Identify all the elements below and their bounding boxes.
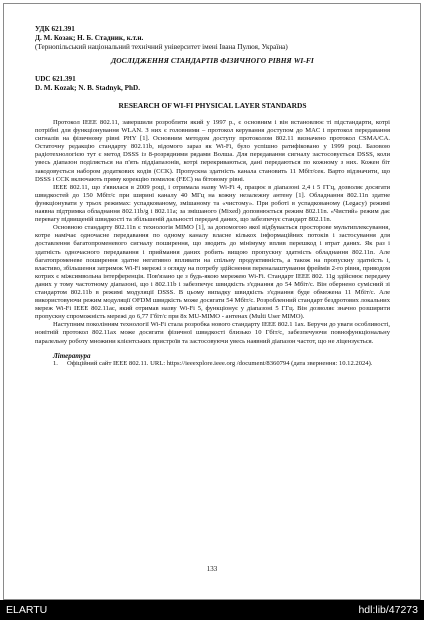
reference-number: 1. [53,359,58,367]
body-paragraph: Наступним поколінням технології Wi-Fi стала розробка нового стандарту IEEE 802.1 1ax. Беручи до уваги особливості, новітній протокол 802.11ax може досягати фізичної швидкості близько 10 Гбіт/с, забезпечуючи повнофункціональну паралельну роботу множини клієнтських пристроїв та застосовуючи увесь наявний діапазон частот, що не ліцензується. [35,321,390,345]
udc-ukr: УДК 621.391 [35,25,75,33]
body-paragraph: Основною стандарту 802.11n є технологія MIMO [1], за допомогою якої відбувається просторове мультиплексування, котре намічає одночасне передавання по одному каналу власне кількох інформаційних потоків і застосування для доставлення багатопроменевого сигналу поширення, що зводить до мінімуму вплив перешкод і втрат даних. Як раз і здатність одночасного передавання і приймання даних робить вищою пропускну здатність обладнання 802.11n. Але багатопроменеве поширення здатне негативно впливати на спільну продуктивність, а також на пропускну здатність і, властиво, збільшення затримок Wi-Fi мережі з огляду на потребу здійснення переналаштування фреймів 2-го рівня, приводом котрих є міжсимвольна інтерференція. Пов'язано це з будь-якою мережею Wi-Fi. Стандарт IEEE 802. 11g здійснює передачу даних у тому частотному діапазоні, що і 802.11b і забезпечує швидкість з'єднання до 54 Мбіт/с. Він обернено сумісний зі стандартом 802.11b в режимі модуляції DSSS. В цьому випадку швидкість з'єднання буде обмежена 11 Мбіт/с. Але використовуючи режим модуляції OFDM швидкість може досягати 54 Мбіт/с. Розробленний стандарт бездротових локальних мереж Wi-Fi IEEE 802.11ac, який отримав назву Wi-Fi 5, функціонує у діапазоні 5 ГГц. Він дозволяє значно розширити пропускну спроможність мережі до 6,77 Гбіт/с при 8х MU-MIMO - антенах (Multi User MIMO). [35,224,390,321]
body-paragraph: IEEE 802.11, що з'явилася в 2009 році, і отримала назву Wi-Fi 4, працює в діапазоні 2,4 і 5 ГГц, дозволяє досягати швидкостей до 150 Мбіт/с при ширині каналу 40 МГц на кожну незалежну антену [1]. Обладнання 802.11n здатне функціонувати у трьох режимах: успадкованому, змішаному та «чистому». При роботі в успадкованому (Legacy) режимі наявна підтримка обладнання 802.11b/g і 802.11a; за змішаного (Mixed) доповнюється режим 802.11n. «Чистий» режим дає перевагу підвищеній швидкості та збільшеній дальності передачі даних, що забезпечує стандарт 802.11n. [35,183,390,224]
footer-bar [0,600,424,620]
reference-item [53,360,390,368]
body-paragraph: Протокол IEEE 802.11, завершили розробляти який у 1997 р., є основним і він встановлює ті підстандарти, котрі потрібні для функціонування WLAN. З них є головними – протокол керування доступом до MAC і протокол передавання сигналів на фізичному рівні PHY [1]. Основним методом доступу протоколом 802.11 визначено протокол CSMA/CA. Остаточну редакцію стандарту 802.11b, відомого зараз як Wi-Fi, було успішно ратифіковано у 1999 році. Базовою радіотехнологією тут є метод DSSS із 8-розрядними рядами Волша. Для передавання сигналу застосовується DSSS, коли увесь діапазон поділяється на п'ять піддіапазонів, котрі перекриваються, дані передаються по кожному з них. Кожен біт закодовується набором додаткових кодів (CCK). Пропускна здатність канала становить 11 Мбіт/сек. Варто відзначити, що DSSS і CCK включають пряму корекцію помилок (FEC) на бітовому рівні. [35,119,390,183]
footer-repository-label: ELARTU [6,604,48,616]
page-number: 133 [206,565,218,573]
footer-handle-label: hdl:lib/47273 [358,604,418,616]
reference-text: Офіційний сайт IEEE 802.11. URL: https://ieeexplore.ieee.org /document/8360794 (дата звернення: 10.12.2024). [67,359,373,367]
paper-title-ukr: ДОСЛІДЖЕННЯ СТАНДАРТІВ ФІЗИЧНОГО РІВНЯ WI-FI [111,55,314,65]
affiliation-ukr: (Тернопільський національний технічний університет імені Івана Пулюя, Україна) [35,43,288,52]
literature-heading: Література [53,351,91,360]
udc-eng: UDC 621.391 [35,74,76,83]
paper-title-eng: RESEARCH OF WI-FI PHYSICAL LAYER STANDARDS [118,101,307,111]
authors-ukr: Д. М. Козак; Н. Б. Стадник, к.т.н. [35,34,144,43]
paper-page [35,25,390,368]
authors-eng: D. M. Kozak; N. B. Stadnyk, PhD. [35,83,141,92]
